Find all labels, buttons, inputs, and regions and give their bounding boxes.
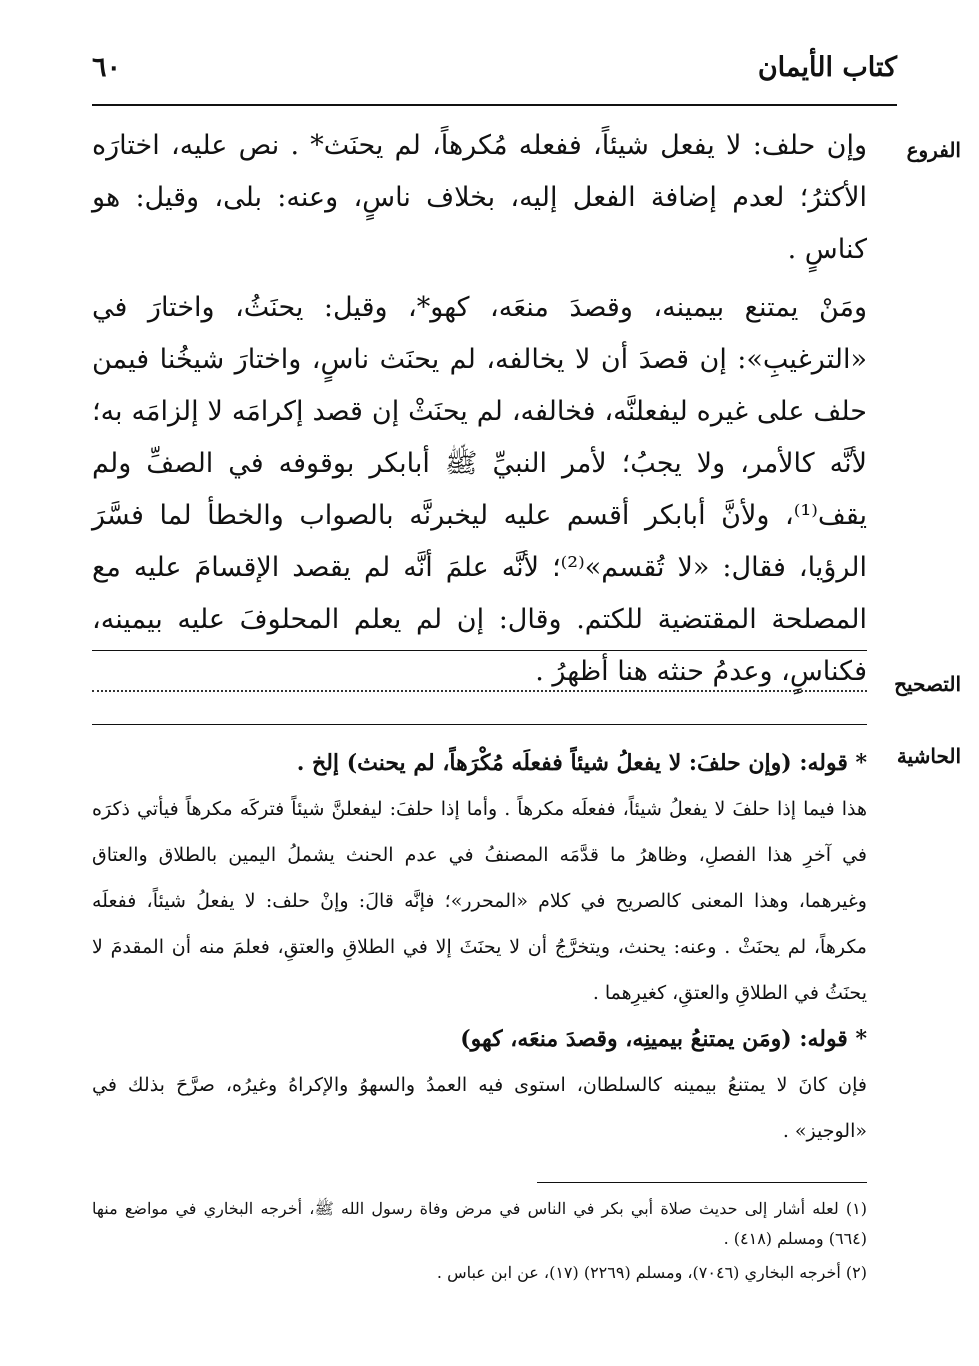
label-furu: الفروع [906, 138, 961, 162]
page-number: ٦٠ [92, 52, 122, 83]
main-paragraph-1: وإن حلف: لا يفعل شيئاً، ففعله مُكرهاً، لم يحنَث* . نص عليه، اختارَه الأكثرُ؛ لعدم إضافة الفعل إليه، بخلاف ناسٍ، وعنه: بلى، وقيل: هو كناسٍ . [92, 130, 867, 265]
label-hashiya: الحاشية [896, 744, 961, 768]
running-header-title: كتاب الأيمان [757, 52, 897, 83]
tashih-dotted-line [92, 690, 867, 692]
main-text [92, 120, 867, 698]
section-rule-top [92, 650, 867, 651]
main-paragraph-2: ومَنْ يمتنع بيمينه، وقصدَ منعَه، كهو*، وقيل: يحنَثُ، واختارَ في «الترغيبِ»: إن قصدَ أن لا يخالفه، لم يحنَث ناسٍ، واختارَ شيخُنا فيمن حلف على غيره ليفعلنَّه، فخالفه، لم يحنَثْ إن قصد إكرامَه لا إلزامَه به؛ لأنَّه كالأمر، ولا يجبُ؛ لأمر النبيِّ ﷺ أبابكر بوقوفه في الصفِّ ولم يقف⁽¹⁾، ولأنَّ أبابكر أقسم عليه ليخبرنَّه بالصواب والخطأ لما فسَّرَ الرؤيا، فقال: «لا تُقسم»⁽²⁾؛ لأنَّه علمَ أنَّه لم يقصد الإقسامَ عليه مع المصلحة المقتضية للكتم. وقال: إن لم يعلم المحلوفَ عليه بيمينه، فكناسٍ، وعدمُ حنثه هنا أظهرُ . [92, 292, 867, 687]
hashiya-text: فإن كانَ لا يمتنعُ بيمينه كالسلطان، استوى فيه العمدُ والسهوُ والإكراهُ وغيرُه، صرَّحَ بذلك في «الوجيز» . [92, 1074, 867, 1142]
hashiya-text: هذا فيما إذا حلفَ لا يفعلُ شيئاً، ففعلَه مكرهاً . وأما إذا حلفَ: ليفعلنَّ شيئاً فتركَه مكرهاً فيأتي ذكرَه في آخرِ هذا الفصلِ، وظاهرُ ما قدَّمَه المصنفُ في عدم الحنث يشملُ اليمين بالطلاق والعتاق وغيرهما، وهذا المعنى كالصريح في كلام «المحرر»؛ فإنَّه قالَ: وإنْ حلف: لا يفعلُ شيئاً، ففعلَه مكرهاً، لم يحنَثْ . وعنه: يحنث، ويتخرَّجُ أن لا يحنَثَ إلا في الطلاقِ والعتقِ، فعلمَ منه أن المقدمَ لا يحنَثُ في الطلاقِ والعتقِ، كغيرِهما . [92, 798, 867, 1004]
qawl-heading: * قوله: (وإن حلفَ: لا يفعلُ شيئاً ففعلَه مُكْرَهاً، لم يحنث) إلخ . [296, 750, 867, 776]
footnote-rule [537, 1182, 867, 1183]
footnote-1: (١) لعله أشار إلى حديث صلاة أبي بكر في الناس في مرض وفاة رسول الله ﷺ، أخرجه البخاري في مواضع منها (٦٦٤) ومسلم (٤١٨) . [92, 1199, 868, 1248]
qawl-heading: * قوله: (ومَن يمتنعُ بيمينِه، وقصدَ منعَه، كهو) [460, 1026, 867, 1052]
header-rule [92, 104, 897, 106]
footnotes [92, 1194, 867, 1292]
hashiya-section [92, 740, 867, 1154]
label-tashih: التصحيح [894, 672, 961, 696]
section-rule-bottom [92, 724, 867, 725]
footnote-2: (٢) أخرجه البخاري (٧٠٤٦)، ومسلم (٢٢٦٩) (١٧)، عن ابن عباس . [436, 1263, 867, 1282]
